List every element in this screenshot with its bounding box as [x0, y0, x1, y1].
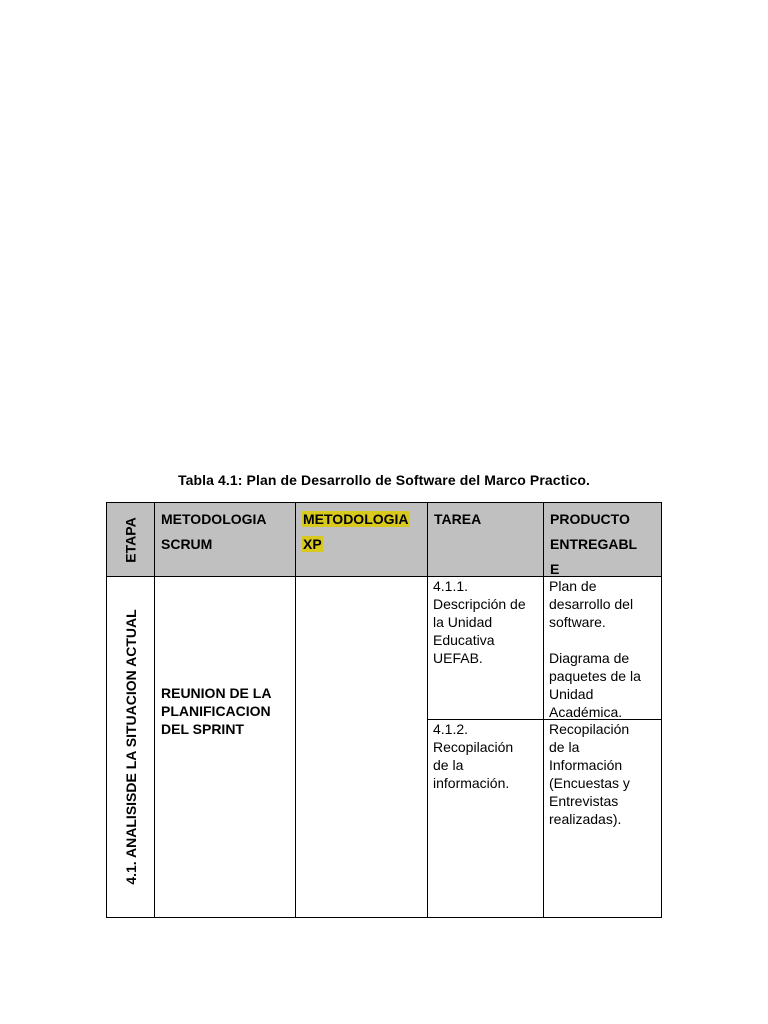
producto-cell-1	[543, 576, 662, 720]
tarea-cell-2	[427, 719, 544, 918]
header-etapa-label: ETAPA	[122, 516, 138, 563]
header-xp-line2: XP	[303, 536, 322, 552]
producto-cell-2	[543, 719, 662, 918]
etapa-cell	[106, 576, 155, 918]
xp-cell	[295, 576, 428, 918]
tarea-cell-1	[427, 576, 544, 720]
header-tarea: TAREA	[427, 502, 544, 577]
header-producto: PRODUCTO ENTREGABL E	[543, 502, 662, 577]
etapa-label: 4.1. ANALISISDE LA SITUACION ACTUAL	[122, 609, 139, 885]
scrum-cell	[154, 576, 296, 918]
producto-text-2: Recopilación de la Información (Encuestas y Entrevistas realizadas).	[549, 721, 630, 827]
tarea-text-2: 4.1.2. Recopilación de la información.	[433, 721, 514, 791]
header-xp-line1: METODOLOGIA	[303, 511, 409, 527]
header-etapa	[106, 502, 155, 577]
table-caption: Tabla 4.1: Plan de Desarrollo de Software del Marco Practico.	[178, 472, 590, 488]
tarea-text-1: 4.1.1. Descripción de la Unidad Educativa UEFAB.	[433, 578, 526, 666]
header-xp	[295, 502, 428, 577]
header-scrum: METODOLOGIA SCRUM	[154, 502, 296, 577]
scrum-activity: REUNION DE LA PLANIFICACION DEL SPRINT	[161, 685, 272, 737]
producto-text-1: Plan de desarrollo del software. Diagrama de paquetes de la Unidad Académica.	[549, 578, 641, 720]
